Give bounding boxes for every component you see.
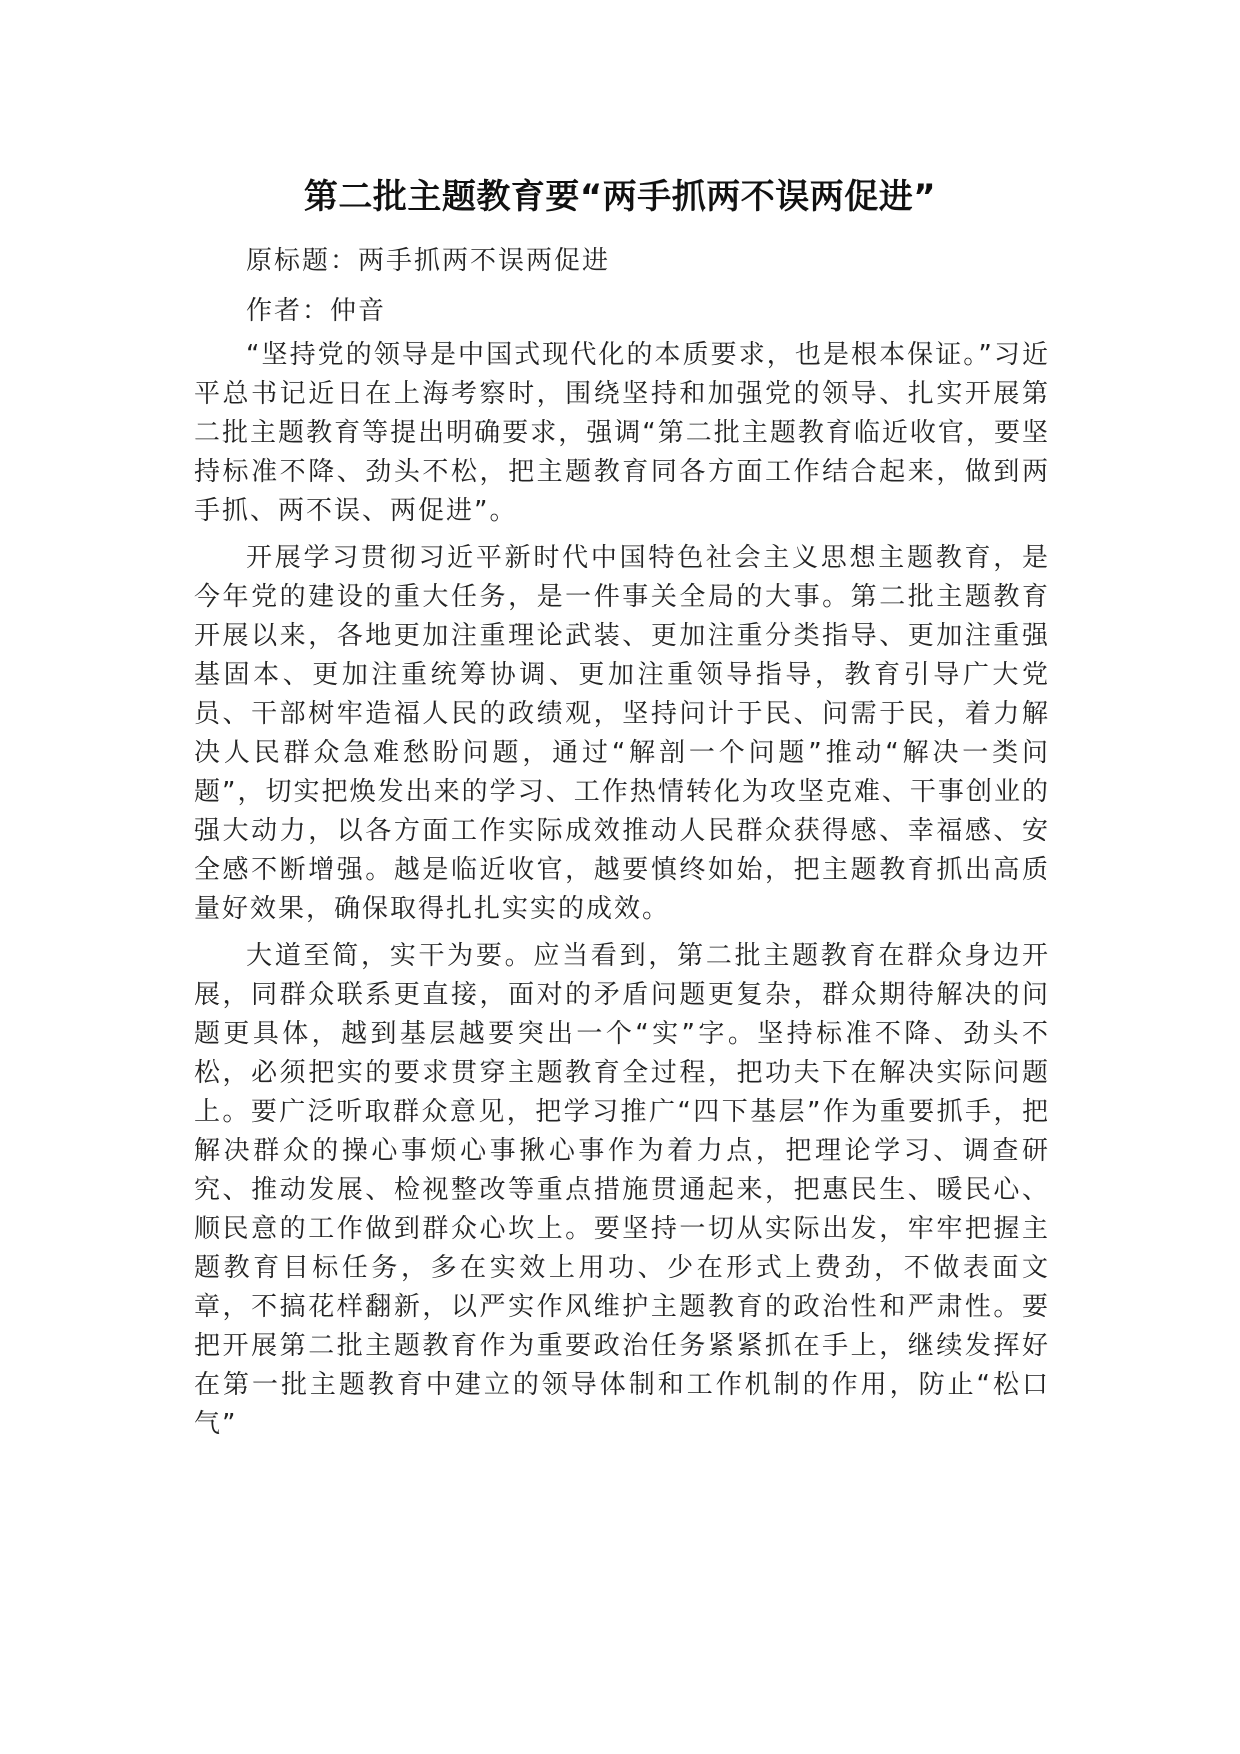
paragraph-1: “坚持党的领导是中国式现代化的本质要求，也是根本保证。”习近平总书记近日在上海考察时，围绕坚持和加强党的领导、扎实开展第二批主题教育等提出明确要求，强调“第二批主题教育临近收官，要坚持标准不降、劲头不松，把主题教育同各方面工作结合起来，做到两手抓、两不误、两促进”。 [194,340,1050,526]
document-title: 第二批主题教育要“两手抓两不误两促进” [303,176,937,217]
paragraph-3: 大道至简，实干为要。应当看到，第二批主题教育在群众身边开展，同群众联系更直接，面对的矛盾问题更复杂，群众期待解决的问题更具体，越到基层越要突出一个“实”字。坚持标准不降、劲头不松，必须把实的要求贯穿主题教育全过程，把功夫下在解决实际问题上。要广泛听取群众意见，把学习推广“四下基层”作为重要抓手，把解决群众的操心事烦心事揪心事作为着力点，把理论学习、调查研究、推动发展、检视整改等重点措施贯通起来，把惠民生、暖民心、顺民意的工作做到群众心坎上。要坚持一切从实际出发，牢牢把握主题教育目标任务，多在实效上用功、少在形式上费劲，不做表面文章，不搞花样翻新，以严实作风维护主题教育的政治性和严肃性。要把开展第二批主题教育作为重要政治任务紧紧抓在手上，继续发挥好在第一批主题教育中建立的领导体制和工作机制的作用，防止“松口气” [194,941,1050,1439]
original-title-line: 原标题：两手抓两不误两促进 [246,246,611,276]
author-line: 作者：仲音 [246,296,387,326]
document-body [194,236,1050,1452]
paragraph-2: 开展学习贯彻习近平新时代中国特色社会主义思想主题教育，是今年党的建设的重大任务，是一件事关全局的大事。第二批主题教育开展以来，各地更加注重理论武装、更加注重分类指导、更加注重强基固本、更加注重统筹协调、更加注重领导指导，教育引导广大党员、干部树牢造福人民的政绩观，坚持问计于民、问需于民，着力解决人民群众急难愁盼问题，通过“解剖一个问题”推动“解决一类问题”，切实把焕发出来的学习、工作热情转化为攻坚克难、干事创业的强大动力，以各方面工作实际成效推动人民群众获得感、幸福感、安全感不断增强。越是临近收官，越要慎终如始，把主题教育抓出高质量好效果，确保取得扎扎实实的成效。 [194,543,1050,924]
